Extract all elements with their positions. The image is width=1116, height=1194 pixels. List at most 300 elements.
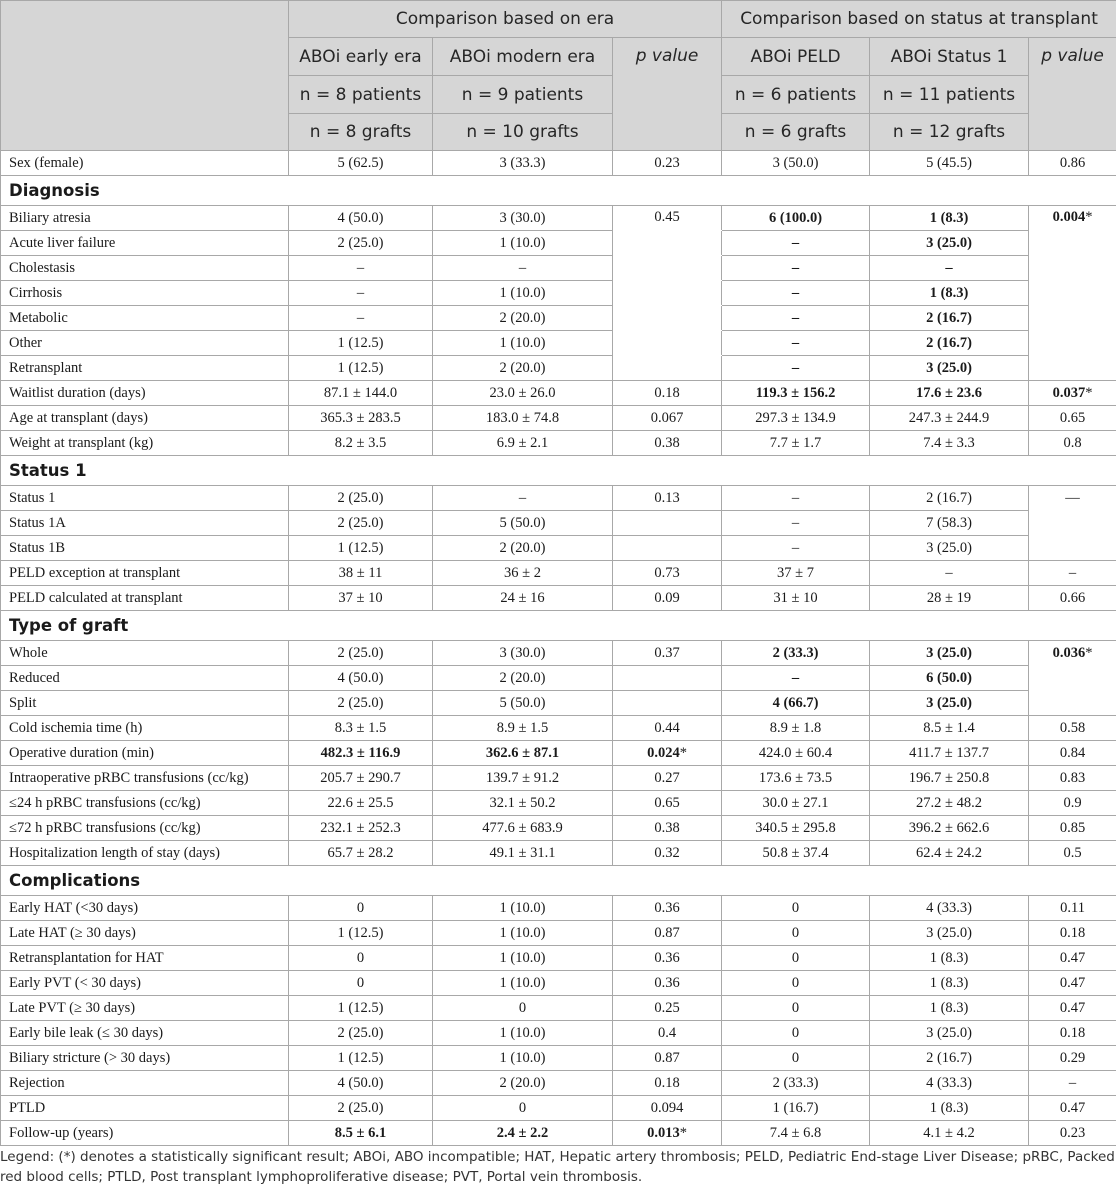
cell-p-value: 0.18 bbox=[613, 381, 722, 406]
cell-value: 4 (50.0) bbox=[289, 1071, 433, 1096]
cell-p-value: 0.86 bbox=[1029, 151, 1116, 176]
cell-value: 2 (20.0) bbox=[433, 666, 613, 691]
row-label: Cirrhosis bbox=[1, 281, 289, 306]
cell-value: 0 bbox=[722, 971, 870, 996]
cell-value: 8.9 ± 1.5 bbox=[433, 716, 613, 741]
cell-value: 340.5 ± 295.8 bbox=[722, 816, 870, 841]
row-label: PELD exception at transplant bbox=[1, 561, 289, 586]
cell-value: 5 (45.5) bbox=[870, 151, 1029, 176]
row-label: Waitlist duration (days) bbox=[1, 381, 289, 406]
section-row bbox=[1, 176, 1116, 206]
cell-value: 50.8 ± 37.4 bbox=[722, 841, 870, 866]
cell-value: 4.1 ± 4.2 bbox=[870, 1121, 1029, 1146]
cell-value: 0 bbox=[289, 971, 433, 996]
n-patients-modern: n = 9 patients bbox=[433, 76, 613, 114]
cell-p-value: 0.38 bbox=[613, 431, 722, 456]
cell-p-value-empty bbox=[613, 666, 722, 691]
cell-value: 0 bbox=[722, 1021, 870, 1046]
cell-value: 1 (8.3) bbox=[870, 1096, 1029, 1121]
cell-value: 2 (20.0) bbox=[433, 356, 613, 381]
cell-value: 2 (16.7) bbox=[870, 486, 1029, 511]
table-row bbox=[1, 281, 1116, 306]
row-label: Reduced bbox=[1, 666, 289, 691]
cell-value: 2 (33.3) bbox=[722, 1071, 870, 1096]
cell-value: 8.2 ± 3.5 bbox=[289, 431, 433, 456]
cell-value: 183.0 ± 74.8 bbox=[433, 406, 613, 431]
n-grafts-early: n = 8 grafts bbox=[289, 114, 433, 151]
cell-value: – bbox=[870, 561, 1029, 586]
row-label: Intraoperative pRBC transfusions (cc/kg) bbox=[1, 766, 289, 791]
cell-value: – bbox=[433, 256, 613, 281]
cell-p-value: 0.067 bbox=[613, 406, 722, 431]
cell-p-value: — bbox=[1029, 486, 1116, 511]
cell-value: 1 (12.5) bbox=[289, 356, 433, 381]
cell-value: 3 (25.0) bbox=[870, 921, 1029, 946]
cell-value: 37 ± 10 bbox=[289, 586, 433, 611]
cell-p-value-empty bbox=[613, 691, 722, 716]
cell-p-value-empty bbox=[613, 536, 722, 561]
header-group-status: Comparison based on status at transplant bbox=[722, 1, 1116, 38]
row-label: Whole bbox=[1, 641, 289, 666]
cell-value: 396.2 ± 662.6 bbox=[870, 816, 1029, 841]
cell-p-value: 0.36 bbox=[613, 896, 722, 921]
section-row bbox=[1, 611, 1116, 641]
cell-value: 1 (8.3) bbox=[870, 206, 1029, 231]
cell-value: 6.9 ± 2.1 bbox=[433, 431, 613, 456]
row-label: Status 1A bbox=[1, 511, 289, 536]
cell-p-value-empty bbox=[1029, 231, 1116, 256]
cell-value: 196.7 ± 250.8 bbox=[870, 766, 1029, 791]
cell-value: 232.1 ± 252.3 bbox=[289, 816, 433, 841]
cell-value: 0 bbox=[722, 921, 870, 946]
cell-value: 1 (8.3) bbox=[870, 281, 1029, 306]
cell-value: 1 (12.5) bbox=[289, 331, 433, 356]
row-label: Cold ischemia time (h) bbox=[1, 716, 289, 741]
cell-value: 1 (8.3) bbox=[870, 946, 1029, 971]
cell-p-value-empty bbox=[613, 231, 722, 256]
cell-p-value: 0.83 bbox=[1029, 766, 1116, 791]
row-label: PTLD bbox=[1, 1096, 289, 1121]
table-row bbox=[1, 1021, 1116, 1046]
cell-p-value: 0.29 bbox=[1029, 1046, 1116, 1071]
cell-value: 119.3 ± 156.2 bbox=[722, 381, 870, 406]
cell-value: 3 (25.0) bbox=[870, 536, 1029, 561]
table-row bbox=[1, 741, 1116, 766]
cell-p-value: 0.5 bbox=[1029, 841, 1116, 866]
cell-p-value: 0.036* bbox=[1029, 641, 1116, 666]
cell-value: 0 bbox=[289, 946, 433, 971]
cell-value: – bbox=[722, 281, 870, 306]
cell-p-value: – bbox=[1029, 561, 1116, 586]
cell-p-value-empty bbox=[1029, 306, 1116, 331]
row-label: Hospitalization length of stay (days) bbox=[1, 841, 289, 866]
cell-p-value: 0.37 bbox=[613, 641, 722, 666]
cell-value: 2 (25.0) bbox=[289, 1096, 433, 1121]
row-label: ≤72 h pRBC transfusions (cc/kg) bbox=[1, 816, 289, 841]
section-heading: Complications bbox=[1, 866, 1116, 896]
section-heading: Diagnosis bbox=[1, 176, 1116, 206]
header-group-era: Comparison based on era bbox=[289, 1, 722, 38]
row-label: Early bile leak (≤ 30 days) bbox=[1, 1021, 289, 1046]
cell-value: 1 (10.0) bbox=[433, 946, 613, 971]
cell-p-value: 0.47 bbox=[1029, 971, 1116, 996]
row-label: Early HAT (<30 days) bbox=[1, 896, 289, 921]
cell-p-value: 0.8 bbox=[1029, 431, 1116, 456]
table-row bbox=[1, 921, 1116, 946]
cell-p-value-empty bbox=[1029, 666, 1116, 691]
table-row bbox=[1, 206, 1116, 231]
cell-p-value: 0.09 bbox=[613, 586, 722, 611]
table-body bbox=[1, 151, 1116, 1146]
cell-value: – bbox=[722, 231, 870, 256]
cell-p-value: 0.037* bbox=[1029, 381, 1116, 406]
cell-p-value: 0.18 bbox=[613, 1071, 722, 1096]
row-label: Late HAT (≥ 30 days) bbox=[1, 921, 289, 946]
section-heading: Status 1 bbox=[1, 456, 1116, 486]
n-patients-status1: n = 11 patients bbox=[870, 76, 1029, 114]
cell-p-value: 0.47 bbox=[1029, 1096, 1116, 1121]
cell-p-value-empty bbox=[1029, 256, 1116, 281]
col-header-early-era: ABOi early era bbox=[289, 38, 433, 76]
cell-value: 1 (10.0) bbox=[433, 1046, 613, 1071]
cell-p-value-empty bbox=[613, 306, 722, 331]
cell-value: 2 (25.0) bbox=[289, 231, 433, 256]
cell-value: 0 bbox=[433, 996, 613, 1021]
cell-p-value: 0.094 bbox=[613, 1096, 722, 1121]
cell-value: 8.5 ± 1.4 bbox=[870, 716, 1029, 741]
cell-value: 32.1 ± 50.2 bbox=[433, 791, 613, 816]
row-label: Retransplantation for HAT bbox=[1, 946, 289, 971]
cell-value: 17.6 ± 23.6 bbox=[870, 381, 1029, 406]
cell-value: 3 (30.0) bbox=[433, 206, 613, 231]
table-row bbox=[1, 691, 1116, 716]
cell-value: 62.4 ± 24.2 bbox=[870, 841, 1029, 866]
cell-value: 7.4 ± 3.3 bbox=[870, 431, 1029, 456]
cell-p-value-empty bbox=[1029, 511, 1116, 536]
cell-p-value-empty bbox=[1029, 691, 1116, 716]
cell-p-value: 0.87 bbox=[613, 921, 722, 946]
cell-value: 2 (25.0) bbox=[289, 691, 433, 716]
cell-value: 4 (33.3) bbox=[870, 896, 1029, 921]
cell-value: 7.4 ± 6.8 bbox=[722, 1121, 870, 1146]
cell-p-value-empty bbox=[613, 511, 722, 536]
cell-value: 0 bbox=[722, 996, 870, 1021]
cell-value: – bbox=[722, 666, 870, 691]
cell-value: 38 ± 11 bbox=[289, 561, 433, 586]
cell-value: 1 (8.3) bbox=[870, 996, 1029, 1021]
cell-p-value: 0.18 bbox=[1029, 1021, 1116, 1046]
cell-p-value-empty bbox=[613, 331, 722, 356]
cell-value: 2 (33.3) bbox=[722, 641, 870, 666]
table-row bbox=[1, 486, 1116, 511]
cell-value: 6 (100.0) bbox=[722, 206, 870, 231]
cell-p-value-empty bbox=[1029, 536, 1116, 561]
cell-value: 31 ± 10 bbox=[722, 586, 870, 611]
cell-p-value: 0.9 bbox=[1029, 791, 1116, 816]
cell-value: 5 (62.5) bbox=[289, 151, 433, 176]
row-label: ≤24 h pRBC transfusions (cc/kg) bbox=[1, 791, 289, 816]
cell-value: 1 (10.0) bbox=[433, 331, 613, 356]
cell-value: 477.6 ± 683.9 bbox=[433, 816, 613, 841]
n-patients-peld: n = 6 patients bbox=[722, 76, 870, 114]
table-row bbox=[1, 256, 1116, 281]
row-label: Age at transplant (days) bbox=[1, 406, 289, 431]
row-label: Split bbox=[1, 691, 289, 716]
cell-value: 3 (25.0) bbox=[870, 691, 1029, 716]
cell-value: 4 (50.0) bbox=[289, 666, 433, 691]
cell-p-value-empty bbox=[1029, 281, 1116, 306]
cell-value: 205.7 ± 290.7 bbox=[289, 766, 433, 791]
cell-value: – bbox=[722, 306, 870, 331]
cell-p-value: 0.004* bbox=[1029, 206, 1116, 231]
col-header-p-value-era: p value bbox=[613, 38, 722, 151]
row-label: Cholestasis bbox=[1, 256, 289, 281]
cell-p-value: 0.84 bbox=[1029, 741, 1116, 766]
cell-p-value: 0.44 bbox=[613, 716, 722, 741]
section-row bbox=[1, 866, 1116, 896]
cell-value: 28 ± 19 bbox=[870, 586, 1029, 611]
cell-p-value: 0.65 bbox=[613, 791, 722, 816]
table-row bbox=[1, 231, 1116, 256]
row-label: Status 1B bbox=[1, 536, 289, 561]
cell-p-value: 0.23 bbox=[1029, 1121, 1116, 1146]
table-row bbox=[1, 791, 1116, 816]
cell-value: 2 (16.7) bbox=[870, 1046, 1029, 1071]
cell-value: – bbox=[722, 486, 870, 511]
row-label: Weight at transplant (kg) bbox=[1, 431, 289, 456]
cell-value: 30.0 ± 27.1 bbox=[722, 791, 870, 816]
cell-p-value: 0.73 bbox=[613, 561, 722, 586]
cell-value: 2.4 ± 2.2 bbox=[433, 1121, 613, 1146]
cell-p-value: 0.85 bbox=[1029, 816, 1116, 841]
row-label: Biliary stricture (> 30 days) bbox=[1, 1046, 289, 1071]
cell-p-value-empty bbox=[613, 356, 722, 381]
table-row bbox=[1, 1096, 1116, 1121]
row-label: Late PVT (≥ 30 days) bbox=[1, 996, 289, 1021]
table-row bbox=[1, 431, 1116, 456]
table-row bbox=[1, 666, 1116, 691]
cell-value: 247.3 ± 244.9 bbox=[870, 406, 1029, 431]
cell-value: 1 (16.7) bbox=[722, 1096, 870, 1121]
cell-value: 6 (50.0) bbox=[870, 666, 1029, 691]
cell-value: 65.7 ± 28.2 bbox=[289, 841, 433, 866]
cell-value: 3 (25.0) bbox=[870, 231, 1029, 256]
cell-value: 1 (12.5) bbox=[289, 921, 433, 946]
table-header bbox=[1, 1, 1116, 151]
cell-value: 482.3 ± 116.9 bbox=[289, 741, 433, 766]
cell-value: 1 (10.0) bbox=[433, 1021, 613, 1046]
cell-value: 0 bbox=[722, 1046, 870, 1071]
table-row bbox=[1, 536, 1116, 561]
cell-p-value: 0.47 bbox=[1029, 946, 1116, 971]
table-row bbox=[1, 1121, 1116, 1146]
table-row bbox=[1, 381, 1116, 406]
n-grafts-peld: n = 6 grafts bbox=[722, 114, 870, 151]
row-label: Early PVT (< 30 days) bbox=[1, 971, 289, 996]
cell-p-value-empty bbox=[613, 281, 722, 306]
row-label: Status 1 bbox=[1, 486, 289, 511]
row-label: Other bbox=[1, 331, 289, 356]
cell-value: 0 bbox=[722, 946, 870, 971]
cell-value: 3 (30.0) bbox=[433, 641, 613, 666]
cell-value: 0 bbox=[433, 1096, 613, 1121]
cell-value: 297.3 ± 134.9 bbox=[722, 406, 870, 431]
table-row bbox=[1, 816, 1116, 841]
cell-value: 2 (20.0) bbox=[433, 1071, 613, 1096]
cell-value: 2 (25.0) bbox=[289, 486, 433, 511]
cell-value: 1 (10.0) bbox=[433, 281, 613, 306]
cell-p-value: 0.87 bbox=[613, 1046, 722, 1071]
cell-value: 8.9 ± 1.8 bbox=[722, 716, 870, 741]
row-label: Biliary atresia bbox=[1, 206, 289, 231]
cell-value: 411.7 ± 137.7 bbox=[870, 741, 1029, 766]
col-header-modern-era: ABOi modern era bbox=[433, 38, 613, 76]
cell-value: – bbox=[722, 356, 870, 381]
cell-p-value: 0.013* bbox=[613, 1121, 722, 1146]
row-label: Operative duration (min) bbox=[1, 741, 289, 766]
cell-p-value: 0.36 bbox=[613, 971, 722, 996]
cell-value: 3 (25.0) bbox=[870, 641, 1029, 666]
cell-value: 1 (10.0) bbox=[433, 971, 613, 996]
cell-value: 4 (66.7) bbox=[722, 691, 870, 716]
cell-value: 2 (25.0) bbox=[289, 641, 433, 666]
cell-value: 37 ± 7 bbox=[722, 561, 870, 586]
header-corner bbox=[1, 1, 289, 151]
table-row bbox=[1, 586, 1116, 611]
cell-value: – bbox=[870, 256, 1029, 281]
cell-p-value: 0.11 bbox=[1029, 896, 1116, 921]
row-label: Rejection bbox=[1, 1071, 289, 1096]
table-row bbox=[1, 641, 1116, 666]
n-grafts-modern: n = 10 grafts bbox=[433, 114, 613, 151]
cell-value: 1 (12.5) bbox=[289, 996, 433, 1021]
cell-value: – bbox=[722, 256, 870, 281]
table-row bbox=[1, 716, 1116, 741]
cell-value: – bbox=[289, 306, 433, 331]
cell-p-value: 0.45 bbox=[613, 206, 722, 231]
table-row bbox=[1, 1071, 1116, 1096]
cell-p-value: 0.27 bbox=[613, 766, 722, 791]
cell-value: – bbox=[722, 536, 870, 561]
col-header-peld: ABOi PELD bbox=[722, 38, 870, 76]
row-label: PELD calculated at transplant bbox=[1, 586, 289, 611]
cell-value: 3 (25.0) bbox=[870, 356, 1029, 381]
table-row bbox=[1, 306, 1116, 331]
cell-value: 49.1 ± 31.1 bbox=[433, 841, 613, 866]
table-row bbox=[1, 331, 1116, 356]
n-patients-early: n = 8 patients bbox=[289, 76, 433, 114]
cell-value: 3 (25.0) bbox=[870, 1021, 1029, 1046]
cell-value: 1 (12.5) bbox=[289, 536, 433, 561]
cell-value: 36 ± 2 bbox=[433, 561, 613, 586]
table-row bbox=[1, 406, 1116, 431]
cell-value: 3 (50.0) bbox=[722, 151, 870, 176]
cell-p-value: 0.47 bbox=[1029, 996, 1116, 1021]
row-label: Retransplant bbox=[1, 356, 289, 381]
row-label: Acute liver failure bbox=[1, 231, 289, 256]
table-row bbox=[1, 766, 1116, 791]
cell-p-value-empty bbox=[1029, 356, 1116, 381]
cell-value: 173.6 ± 73.5 bbox=[722, 766, 870, 791]
n-grafts-status1: n = 12 grafts bbox=[870, 114, 1029, 151]
row-label: Follow-up (years) bbox=[1, 1121, 289, 1146]
cell-value: 2 (20.0) bbox=[433, 536, 613, 561]
cell-p-value-empty bbox=[1029, 331, 1116, 356]
cell-p-value: 0.66 bbox=[1029, 586, 1116, 611]
cell-p-value: 0.4 bbox=[613, 1021, 722, 1046]
cell-value: 22.6 ± 25.5 bbox=[289, 791, 433, 816]
cell-value: 2 (16.7) bbox=[870, 306, 1029, 331]
cell-value: 5 (50.0) bbox=[433, 511, 613, 536]
cell-value: 139.7 ± 91.2 bbox=[433, 766, 613, 791]
cell-value: 2 (25.0) bbox=[289, 511, 433, 536]
cell-value: 23.0 ± 26.0 bbox=[433, 381, 613, 406]
cell-p-value: – bbox=[1029, 1071, 1116, 1096]
cell-p-value: 0.25 bbox=[613, 996, 722, 1021]
cell-value: 3 (33.3) bbox=[433, 151, 613, 176]
cell-p-value: 0.024* bbox=[613, 741, 722, 766]
table-row bbox=[1, 151, 1116, 176]
cell-value: 5 (50.0) bbox=[433, 691, 613, 716]
cell-value: 1 (10.0) bbox=[433, 921, 613, 946]
section-heading: Type of graft bbox=[1, 611, 1116, 641]
table-row bbox=[1, 896, 1116, 921]
cell-value: 1 (12.5) bbox=[289, 1046, 433, 1071]
cell-value: 8.5 ± 6.1 bbox=[289, 1121, 433, 1146]
cell-value: 1 (10.0) bbox=[433, 231, 613, 256]
cell-value: 2 (16.7) bbox=[870, 331, 1029, 356]
table-row bbox=[1, 971, 1116, 996]
cell-value: 27.2 ± 48.2 bbox=[870, 791, 1029, 816]
row-label: Sex (female) bbox=[1, 151, 289, 176]
cell-value: 1 (8.3) bbox=[870, 971, 1029, 996]
col-header-p-value-status: p value bbox=[1029, 38, 1116, 151]
cell-value: 362.6 ± 87.1 bbox=[433, 741, 613, 766]
cell-p-value: 0.36 bbox=[613, 946, 722, 971]
cell-value: 365.3 ± 283.5 bbox=[289, 406, 433, 431]
cell-p-value: 0.23 bbox=[613, 151, 722, 176]
cell-value: 87.1 ± 144.0 bbox=[289, 381, 433, 406]
cell-p-value: 0.65 bbox=[1029, 406, 1116, 431]
cell-value: 7 (58.3) bbox=[870, 511, 1029, 536]
cell-value: 8.3 ± 1.5 bbox=[289, 716, 433, 741]
cell-p-value: 0.58 bbox=[1029, 716, 1116, 741]
cell-value: 424.0 ± 60.4 bbox=[722, 741, 870, 766]
cell-value: – bbox=[433, 486, 613, 511]
table-row bbox=[1, 841, 1116, 866]
cell-value: – bbox=[722, 331, 870, 356]
col-header-status1: ABOi Status 1 bbox=[870, 38, 1029, 76]
cell-value: 2 (20.0) bbox=[433, 306, 613, 331]
cell-p-value: 0.18 bbox=[1029, 921, 1116, 946]
row-label: Metabolic bbox=[1, 306, 289, 331]
cell-value: – bbox=[289, 256, 433, 281]
cell-p-value: 0.32 bbox=[613, 841, 722, 866]
cell-value: – bbox=[722, 511, 870, 536]
table-legend: Legend: (*) denotes a statistically significant result; ABOi, ABO incompatible; HAT, Hepatic artery thrombosis; PELD, Pediatric End-stage Liver Disease; pRBC, Packed red blood cells; PTLD, Post transplant lymphoproliferative disease; PVT, Portal vein thrombosis. bbox=[0, 1149, 1115, 1185]
cell-value: 24 ± 16 bbox=[433, 586, 613, 611]
cell-value: – bbox=[289, 281, 433, 306]
cell-value: 7.7 ± 1.7 bbox=[722, 431, 870, 456]
table-row bbox=[1, 511, 1116, 536]
table-row bbox=[1, 356, 1116, 381]
cell-value: 0 bbox=[289, 896, 433, 921]
cell-p-value: 0.38 bbox=[613, 816, 722, 841]
cell-value: 4 (33.3) bbox=[870, 1071, 1029, 1096]
cell-value: 0 bbox=[722, 896, 870, 921]
cell-p-value-empty bbox=[613, 256, 722, 281]
cell-value: 1 (10.0) bbox=[433, 896, 613, 921]
